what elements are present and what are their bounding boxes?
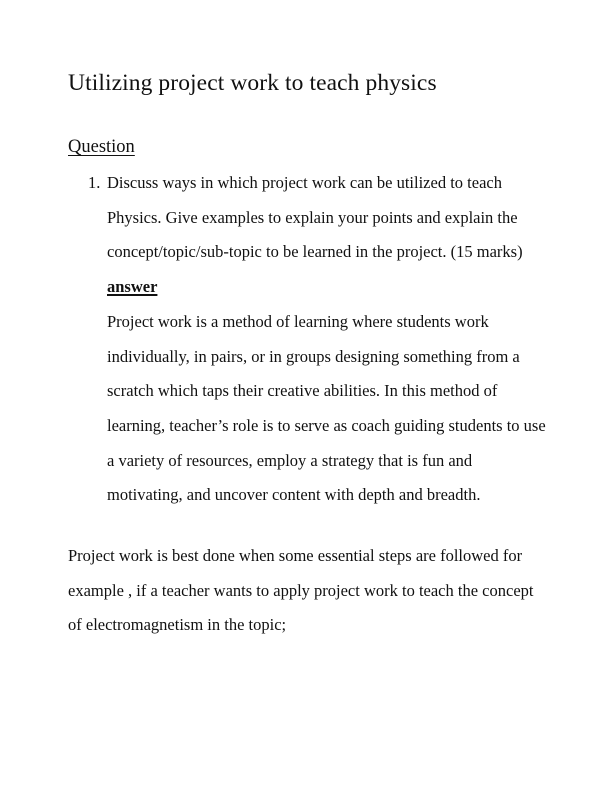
question-text: Discuss ways in which project work can be utilized to teach Physics. Give examples to explain your points and explain the concept/topic/sub-topic to be learned in the project. (15 marks) — [107, 173, 523, 262]
answer-text: Project work is a method of learning where students work individually, in pairs, or in groups designing something from a scratch which taps their creative abilities. In this method of learning, teacher’s role is to serve as coach guiding students to use a variety of resources, employ a strategy that is fun and motivating, and uncover content with depth and breadth. — [107, 311, 546, 505]
list-item — [68, 166, 548, 513]
list-item-marker: 1. — [88, 173, 101, 192]
section-heading-question: Question — [68, 137, 135, 157]
closing-paragraph: Project work is best done when some essential steps are followed for example , if a teacher wants to apply project work to teach the concept of electromagnetism in the topic; — [68, 546, 534, 635]
answer-label: answer — [107, 277, 158, 297]
document-body — [68, 68, 548, 643]
page-title: Utilizing project work to teach physics — [68, 70, 437, 96]
question-list — [68, 166, 548, 513]
question-section-header — [68, 116, 548, 160]
